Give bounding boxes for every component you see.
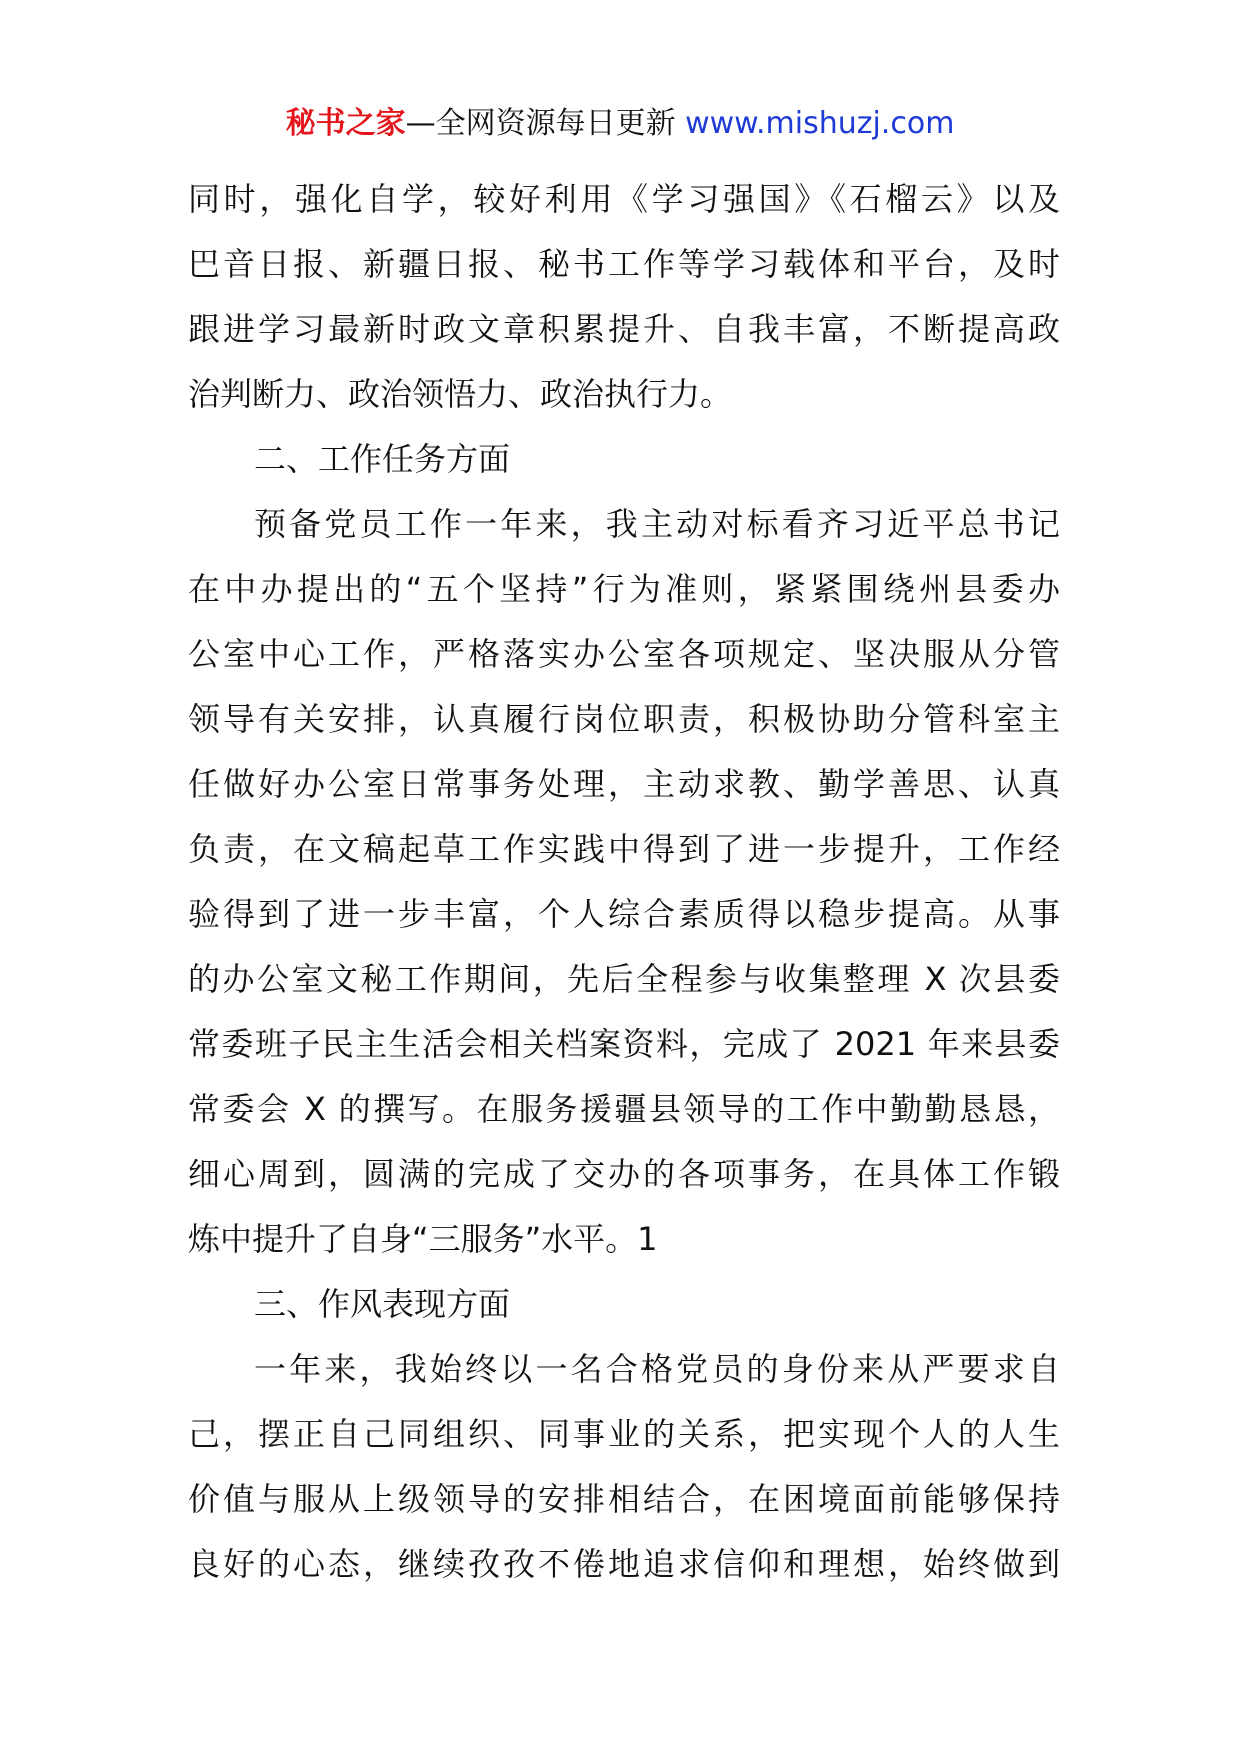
page-header	[0, 102, 1240, 146]
paragraph-line: 常委班子民主生活会相关档案资料，完成了 2021 年来县委	[188, 1025, 1060, 1063]
paragraph-line: 治判断力、政治领悟力、政治执行力。	[188, 375, 733, 413]
paragraph-line: 炼中提升了自身“三服务”水平。1	[188, 1220, 658, 1258]
paragraph-line: 预备党员工作一年来，我主动对标看齐习近平总书记	[254, 505, 1060, 543]
paragraph-line: 同时，强化自学，较好利用《学习强国》《石榴云》以及	[188, 180, 1060, 218]
paragraph-line: 领导有关安排，认真履行岗位职责，积极协助分管科室主	[188, 700, 1060, 738]
paragraph-line: 己，摆正自己同组织、同事业的关系，把实现个人的人生	[188, 1415, 1060, 1453]
brand-name: 秘书之家	[285, 106, 406, 141]
website-link[interactable]: www.mishuzj.com	[675, 106, 955, 141]
paragraph-line: 细心周到，圆满的完成了交办的各项事务，在具体工作锻	[188, 1155, 1060, 1193]
paragraph-line: 负责，在文稿起草工作实践中得到了进一步提升，工作经	[188, 830, 1060, 868]
paragraph-line: 跟进学习最新时政文章积累提升、自我丰富，不断提高政	[188, 310, 1060, 348]
paragraph-line: 良好的心态，继续孜孜不倦地追求信仰和理想，始终做到	[188, 1545, 1060, 1583]
paragraph-line: 价值与服从上级领导的安排相结合，在困境面前能够保持	[188, 1480, 1060, 1518]
paragraph-line: 一年来，我始终以一名合格党员的身份来从严要求自	[254, 1350, 1060, 1388]
paragraph-line: 巴音日报、新疆日报、秘书工作等学习载体和平台，及时	[188, 245, 1060, 283]
section-heading: 三、作风表现方面	[254, 1285, 511, 1323]
section-heading: 二、工作任务方面	[254, 440, 511, 478]
paragraph-line: 验得到了进一步丰富，个人综合素质得以稳步提高。从事	[188, 895, 1060, 933]
paragraph-line: 的办公室文秘工作期间，先后全程参与收集整理 X 次县委	[188, 960, 1060, 998]
document-body	[188, 167, 1060, 1597]
paragraph-line: 任做好办公室日常事务处理，主动求教、勤学善思、认真	[188, 765, 1060, 803]
paragraph-line: 常委会 X 的撰写。在服务援疆县领导的工作中勤勤恳恳，	[188, 1090, 1060, 1128]
header-tagline: —全网资源每日更新	[405, 106, 676, 141]
paragraph-line: 公室中心工作，严格落实办公室各项规定、坚决服从分管	[188, 635, 1060, 673]
paragraph-line: 在中办提出的“五个坚持”行为准则，紧紧围绕州县委办	[188, 570, 1060, 608]
